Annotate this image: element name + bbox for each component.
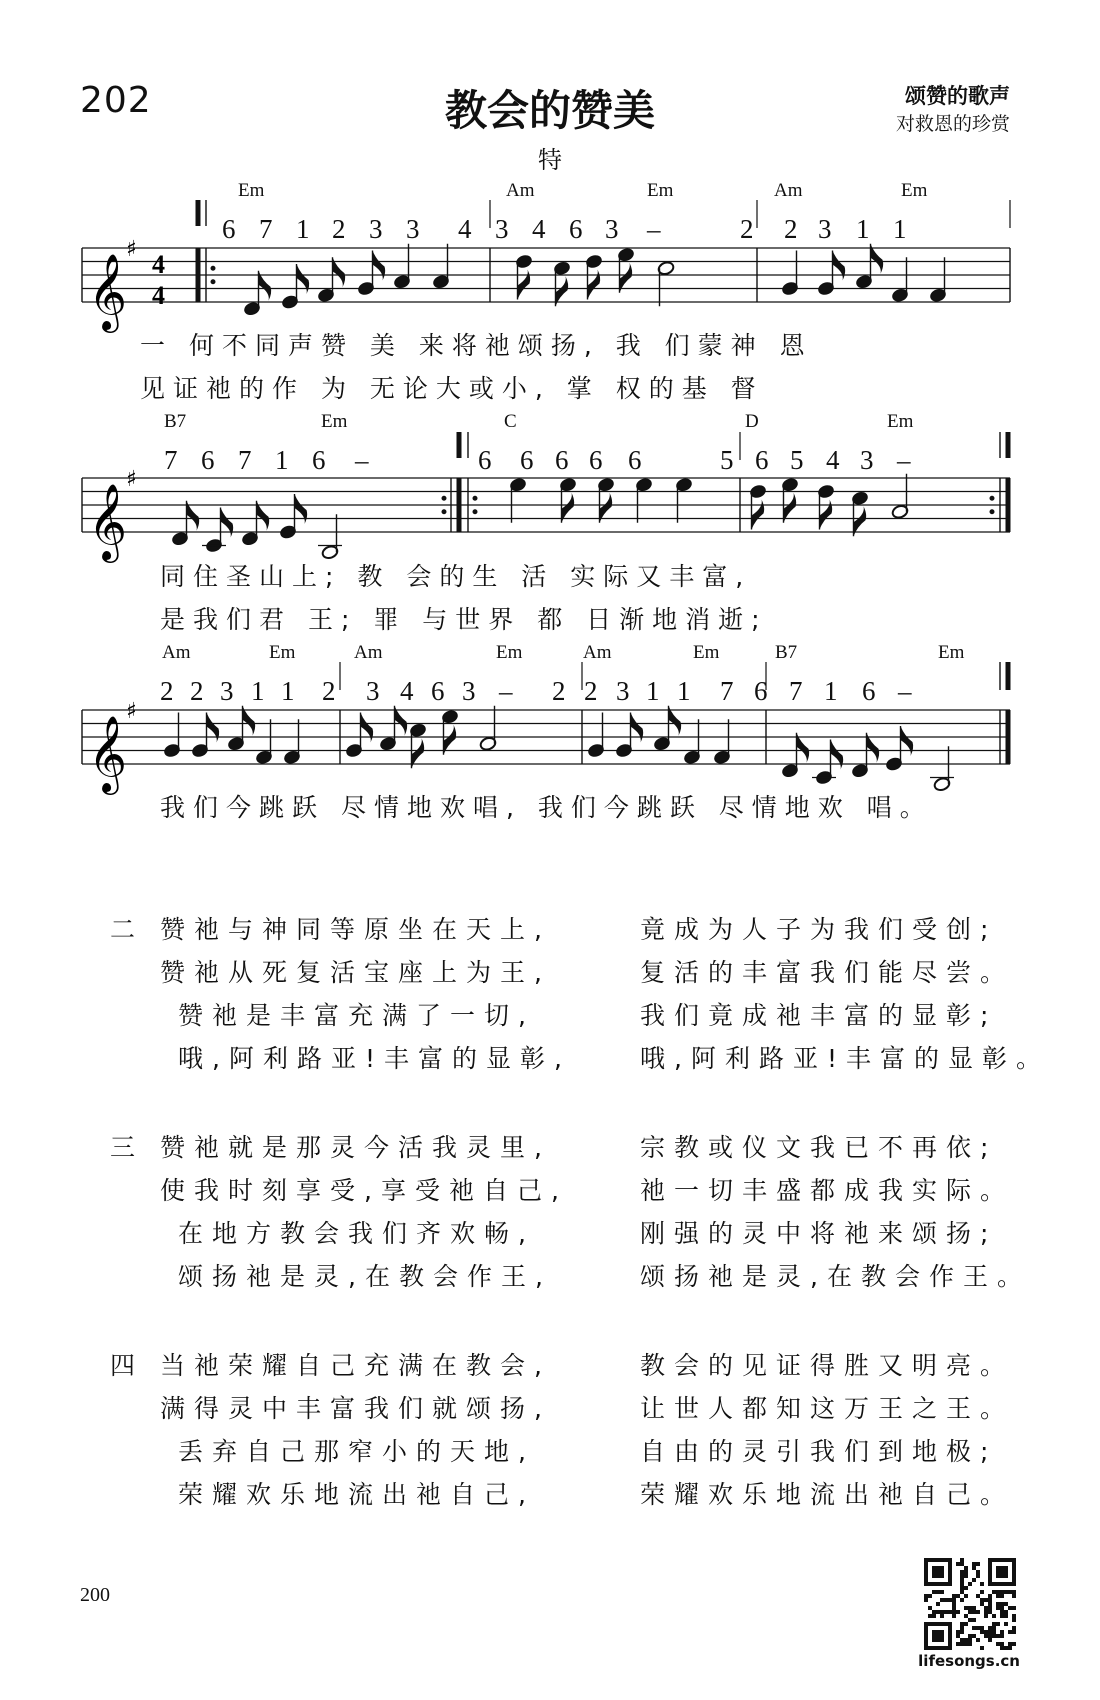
note-flag xyxy=(831,740,844,770)
qr-module xyxy=(952,1610,956,1614)
qr-module xyxy=(944,1598,948,1602)
qr-module xyxy=(948,1598,952,1602)
qr-module xyxy=(956,1630,960,1634)
qr-module xyxy=(960,1562,964,1566)
qr-module xyxy=(976,1610,980,1614)
qr-module xyxy=(992,1614,996,1618)
sharp-icon: ♯ xyxy=(126,237,137,262)
qr-module xyxy=(960,1626,964,1630)
jianpu-note: 6 xyxy=(555,445,569,475)
jianpu-note: 2 xyxy=(552,676,566,706)
qr-module xyxy=(976,1570,980,1574)
note-flag xyxy=(901,726,914,756)
jianpu-note: 6 xyxy=(201,445,215,475)
verse-number: 三 xyxy=(110,1133,145,1162)
jianpu-note: 4 xyxy=(400,676,414,706)
qr-module xyxy=(924,1598,928,1602)
qr-module xyxy=(984,1598,988,1602)
qr-module xyxy=(980,1626,984,1630)
sharp-icon: ♯ xyxy=(126,467,137,492)
chord-label: Am xyxy=(506,180,535,201)
qr-module xyxy=(984,1610,988,1614)
qr-module xyxy=(972,1610,976,1614)
chord-label: Em xyxy=(938,642,965,663)
chord-label: Em xyxy=(693,642,720,663)
qr-module xyxy=(964,1594,968,1598)
verse-line-left: 满得灵中丰富我们就颂扬, xyxy=(160,1394,551,1423)
qr-module xyxy=(1000,1646,1004,1650)
hymn-meter: 特 xyxy=(538,146,562,174)
qr-module xyxy=(980,1646,984,1650)
chord-label: Em xyxy=(901,180,928,201)
qr-module xyxy=(936,1602,940,1606)
qr-module xyxy=(932,1590,936,1594)
qr-module xyxy=(972,1566,976,1570)
chord-label: Am xyxy=(354,642,383,663)
jianpu-note: 1 xyxy=(646,676,660,706)
treble-clef-icon: 𝄞 xyxy=(88,715,128,792)
verse-line-left: 在地方教会我们齐欢畅, xyxy=(178,1219,535,1248)
qr-module xyxy=(956,1634,960,1638)
verse-line-left: 荣耀欢乐地流出祂自己, xyxy=(178,1480,535,1509)
qr-module xyxy=(996,1566,1008,1578)
jianpu-note: 1 xyxy=(824,676,838,706)
qr-module xyxy=(1008,1606,1012,1610)
qr-module xyxy=(960,1578,964,1582)
chord-label: B7 xyxy=(164,411,187,432)
jianpu-note: 2 xyxy=(332,214,346,244)
lyrics-system1-verse1: 一 何不同声赞 美 来将祂颂扬, 我 们蒙神 恩 xyxy=(140,331,813,360)
jianpu-note: 6 xyxy=(431,676,445,706)
qr-module xyxy=(968,1606,972,1610)
jianpu-note: 2 xyxy=(740,214,754,244)
jianpu-note: 7 xyxy=(789,676,803,706)
note-flag xyxy=(295,494,308,524)
jianpu-note: 1 xyxy=(251,676,265,706)
qr-module xyxy=(996,1622,1000,1626)
qr-module xyxy=(924,1594,928,1598)
jianpu-note: 2 xyxy=(584,676,598,706)
qr-module xyxy=(936,1610,940,1614)
verse-line-right: 祂一切丰盛都成我实际。 xyxy=(640,1176,1015,1205)
verse-line-left: 使我时刻享受,享受祂自己, xyxy=(160,1176,568,1205)
qr-module xyxy=(972,1562,976,1566)
jianpu-note: 6 xyxy=(478,445,492,475)
jianpu-note: 3 xyxy=(495,214,509,244)
repeat-dot xyxy=(473,509,478,514)
jianpu-note: 6 xyxy=(569,214,583,244)
qr-module xyxy=(988,1610,992,1614)
qr-module xyxy=(952,1602,956,1606)
qr-module xyxy=(992,1634,996,1638)
verse-line-right: 哦,阿利路亚!丰富的显彰。 xyxy=(640,1044,1050,1073)
jianpu-note: 5 xyxy=(790,445,804,475)
qr-module xyxy=(1008,1590,1012,1594)
qr-module xyxy=(944,1610,948,1614)
qr-module xyxy=(988,1602,992,1606)
qr-module xyxy=(936,1590,940,1594)
qr-module xyxy=(996,1606,1000,1610)
verse-line-right: 刚强的灵中将祂来颂扬; xyxy=(640,1219,998,1248)
verse-line-left: 赞祂是丰富充满了一切, xyxy=(178,1001,535,1030)
qr-module xyxy=(984,1630,988,1634)
qr-module xyxy=(960,1642,964,1646)
qr-module xyxy=(1000,1602,1004,1606)
note-flag xyxy=(373,251,386,281)
jianpu-note: – xyxy=(499,676,513,706)
qr-module xyxy=(980,1602,984,1606)
note-flag xyxy=(221,508,234,538)
qr-module xyxy=(960,1638,964,1642)
jianpu-note: 4 xyxy=(826,445,840,475)
qr-module xyxy=(928,1606,932,1610)
qr-module xyxy=(1000,1606,1004,1610)
jianpu-note: 6 xyxy=(312,445,326,475)
qr-module xyxy=(952,1594,956,1598)
note-flag xyxy=(820,500,833,530)
qr-module xyxy=(960,1630,964,1634)
qr-module xyxy=(972,1634,976,1638)
lyrics-system2-verse1: 同住圣山上; 教 会的生 活 实际又丰富, xyxy=(160,562,752,591)
qr-module xyxy=(1000,1630,1004,1634)
qr-module xyxy=(976,1562,980,1566)
qr-module xyxy=(1000,1634,1004,1638)
verse-line-right: 我们竟成祂丰富的显彰; xyxy=(640,1001,998,1030)
qr-module xyxy=(968,1582,972,1586)
qr-module xyxy=(988,1638,992,1642)
qr-module xyxy=(988,1626,992,1630)
jianpu-note: – xyxy=(647,214,661,244)
qr-module xyxy=(1012,1618,1016,1622)
treble-clef-icon: 𝄞 xyxy=(88,483,128,560)
verse-line-right: 复活的丰富我们能尽尝。 xyxy=(640,958,1015,987)
jianpu-note: – xyxy=(355,445,369,475)
qr-module xyxy=(996,1634,1000,1638)
qr-module xyxy=(960,1574,964,1578)
qr-module xyxy=(964,1614,968,1618)
repeat-dot xyxy=(211,279,216,284)
jianpu-note: 6 xyxy=(755,445,769,475)
qr-module xyxy=(968,1638,972,1642)
jianpu-note: 6 xyxy=(862,676,876,706)
qr-module xyxy=(932,1614,936,1618)
qr-module xyxy=(984,1606,988,1610)
qr-module xyxy=(960,1598,964,1602)
qr-module xyxy=(956,1594,960,1598)
jianpu-note: 1 xyxy=(296,214,310,244)
jianpu-note: 6 xyxy=(628,445,642,475)
page-number: 200 xyxy=(80,1584,110,1606)
chord-label: Am xyxy=(583,642,612,663)
verse-number: 二 xyxy=(110,915,145,944)
qr-module xyxy=(964,1638,968,1642)
qr-module xyxy=(1004,1610,1008,1614)
jianpu-note: 7 xyxy=(259,214,273,244)
qr-module xyxy=(976,1594,980,1598)
chord-label: Em xyxy=(269,642,296,663)
qr-module xyxy=(940,1598,944,1602)
jianpu-note: 3 xyxy=(406,214,420,244)
qr-module xyxy=(988,1630,992,1634)
jianpu-note: 2 xyxy=(160,676,174,706)
jianpu-note: – xyxy=(897,445,911,475)
verse-line-right: 教会的见证得胜又明亮。 xyxy=(640,1351,1015,1380)
jianpu-note: 3 xyxy=(462,676,476,706)
jianpu-note: 1 xyxy=(281,676,295,706)
chord-label: Em xyxy=(887,411,914,432)
jianpu-note: 6 xyxy=(222,214,236,244)
qr-module xyxy=(1012,1614,1016,1618)
qr-module xyxy=(960,1622,964,1626)
qr-module xyxy=(1000,1610,1004,1614)
jianpu-note: 7 xyxy=(720,676,734,706)
qr-module xyxy=(952,1606,956,1610)
note-flag xyxy=(297,264,310,294)
qr-module xyxy=(992,1590,996,1594)
qr-module xyxy=(964,1642,968,1646)
qr-module xyxy=(1012,1642,1016,1646)
note-flag xyxy=(588,270,601,300)
qr-module xyxy=(940,1590,944,1594)
qr-module xyxy=(996,1594,1000,1598)
time-signature-bottom: 4 xyxy=(152,281,165,310)
note-flag xyxy=(207,713,220,743)
jianpu-note: 5 xyxy=(720,445,734,475)
sharp-icon: ♯ xyxy=(126,699,137,724)
jianpu-note: 6 xyxy=(754,676,768,706)
chord-label: Em xyxy=(647,180,674,201)
qr-module xyxy=(976,1574,980,1578)
lyrics-system2-verse2: 是我们君 王; 罪 与世界 都 日渐地消逝; xyxy=(160,605,768,634)
jianpu-note: 2 xyxy=(190,676,204,706)
verse-line-right: 自由的灵引我们到地极; xyxy=(640,1437,998,1466)
jianpu-note: – xyxy=(898,676,912,706)
chord-label: D xyxy=(745,411,759,432)
repeat-dot xyxy=(473,496,478,501)
lyrics-system1-verse2: 见证祂的作 为 无论大或小, 掌 权的基 督 xyxy=(140,374,764,403)
jianpu-note: 1 xyxy=(677,676,691,706)
verse-line-left: 赞祂从死复活宝座上为王, xyxy=(160,958,551,987)
qr-module xyxy=(964,1586,968,1590)
qr-module xyxy=(976,1638,980,1642)
verse-number: 四 xyxy=(110,1351,145,1380)
hymn-number: 202 xyxy=(80,80,152,121)
qr-module xyxy=(1012,1626,1016,1630)
jianpu-note: 1 xyxy=(275,445,289,475)
qr-module xyxy=(960,1590,964,1594)
qr-module xyxy=(1008,1630,1012,1634)
qr-module xyxy=(972,1626,976,1630)
qr-module xyxy=(988,1594,992,1598)
qr-module xyxy=(928,1594,932,1598)
jianpu-note: 4 xyxy=(532,214,546,244)
qr-module xyxy=(1004,1646,1008,1650)
qr-module xyxy=(996,1602,1000,1606)
qr-module xyxy=(1004,1622,1008,1626)
chord-label: Em xyxy=(321,411,348,432)
verse-line-left: 哦,阿利路亚!丰富的显彰, xyxy=(178,1044,571,1073)
note-flag xyxy=(833,251,846,281)
chord-label: Em xyxy=(496,642,523,663)
qr-module xyxy=(928,1614,932,1618)
qr-module xyxy=(1012,1594,1016,1598)
qr-module xyxy=(1000,1642,1004,1646)
qr-module xyxy=(960,1558,964,1562)
qr-module xyxy=(996,1642,1000,1646)
jianpu-note: 3 xyxy=(369,214,383,244)
jianpu-note: 6 xyxy=(520,445,534,475)
qr-module xyxy=(988,1598,992,1602)
qr-module xyxy=(980,1630,984,1634)
qr-module xyxy=(1000,1594,1004,1598)
verse-line-right: 宗教或仪文我已不再依; xyxy=(640,1133,998,1162)
qr-module xyxy=(964,1566,968,1570)
qr-module xyxy=(952,1598,956,1602)
qr-module xyxy=(980,1582,984,1586)
qr-code-icon xyxy=(924,1558,1016,1650)
qr-module xyxy=(1000,1614,1004,1618)
repeat-dot xyxy=(990,496,995,501)
qr-module xyxy=(968,1642,972,1646)
qr-module xyxy=(1012,1606,1016,1610)
qr-module xyxy=(932,1630,944,1642)
time-signature-top: 4 xyxy=(152,250,165,279)
repeat-dot xyxy=(990,509,995,514)
qr-module xyxy=(972,1618,976,1622)
qr-module xyxy=(940,1614,944,1618)
jianpu-note: 3 xyxy=(818,214,832,244)
jianpu-note: 2 xyxy=(322,676,336,706)
repeat-dot xyxy=(442,509,447,514)
category-sub: 对救恩的珍赏 xyxy=(895,113,1010,135)
qr-module xyxy=(1000,1590,1004,1594)
website-label: lifesongs.cn xyxy=(918,1652,1020,1670)
chord-label: Am xyxy=(774,180,803,201)
qr-module xyxy=(964,1574,968,1578)
qr-module xyxy=(988,1634,992,1638)
qr-module xyxy=(976,1626,980,1630)
qr-module xyxy=(964,1570,968,1574)
qr-module xyxy=(1004,1590,1008,1594)
qr-module xyxy=(980,1598,984,1602)
qr-module xyxy=(952,1614,956,1618)
jianpu-note: 6 xyxy=(589,445,603,475)
verse-line-left: 当祂荣耀自己充满在教会, xyxy=(160,1351,551,1380)
jianpu-note: 3 xyxy=(220,676,234,706)
qr-module xyxy=(940,1610,944,1614)
chord-label: Am xyxy=(162,642,191,663)
note-flag xyxy=(752,500,765,530)
qr-module xyxy=(1008,1646,1012,1650)
category-main: 颂赞的歌声 xyxy=(905,84,1010,108)
qr-module xyxy=(960,1586,964,1590)
jianpu-note: 3 xyxy=(366,676,380,706)
qr-module xyxy=(980,1590,984,1594)
qr-module xyxy=(968,1634,972,1638)
qr-module xyxy=(960,1570,964,1574)
qr-module xyxy=(1008,1642,1012,1646)
jianpu-note: 3 xyxy=(860,445,874,475)
note-flag xyxy=(361,713,374,743)
hymn-title: 教会的赞美 xyxy=(444,86,655,135)
verse-line-left: 赞祂就是那灵今活我灵里, xyxy=(160,1133,551,1162)
qr-module xyxy=(1004,1602,1008,1606)
qr-module xyxy=(1012,1590,1016,1594)
qr-module xyxy=(1012,1630,1016,1634)
repeat-dot xyxy=(211,266,216,271)
qr-module xyxy=(984,1614,988,1618)
treble-clef-icon: 𝄞 xyxy=(88,253,128,330)
verse-line-right: 颂扬祂是灵,在教会作王。 xyxy=(640,1262,1031,1291)
verse-line-right: 竟成为人子为我们受创; xyxy=(640,915,998,944)
qr-module xyxy=(972,1578,976,1582)
qr-module xyxy=(1004,1614,1008,1618)
chord-label: B7 xyxy=(775,642,798,663)
verse-line-left: 颂扬祂是灵,在教会作王, xyxy=(178,1262,552,1291)
jianpu-note: 1 xyxy=(856,214,870,244)
chord-label: Em xyxy=(238,180,265,201)
verse-line-right: 荣耀欢乐地流出祂自己。 xyxy=(640,1480,1015,1509)
qr-module xyxy=(968,1610,972,1614)
qr-module xyxy=(932,1610,936,1614)
qr-module xyxy=(972,1606,976,1610)
jianpu-note: 4 xyxy=(458,214,472,244)
chord-label: C xyxy=(504,411,517,432)
qr-module xyxy=(956,1642,960,1646)
qr-module xyxy=(932,1566,944,1578)
jianpu-note: 7 xyxy=(164,445,178,475)
jianpu-note: 3 xyxy=(605,214,619,244)
jianpu-note: 1 xyxy=(893,214,907,244)
qr-module xyxy=(960,1582,964,1586)
qr-module xyxy=(948,1610,952,1614)
qr-module xyxy=(956,1610,960,1614)
verse-line-left: 丢弃自己那窄小的天地, xyxy=(178,1437,535,1466)
verse-line-right: 让世人都知这万王之王。 xyxy=(640,1394,1015,1423)
qr-module xyxy=(964,1606,968,1610)
qr-module xyxy=(956,1562,960,1566)
qr-module xyxy=(992,1630,996,1634)
qr-module xyxy=(996,1590,1000,1594)
lyrics-system3: 我们今跳跃 尽情地欢唱, 我们今跳跃 尽情地欢 唱。 xyxy=(160,793,933,822)
jianpu-note: 3 xyxy=(616,676,630,706)
qr-module xyxy=(988,1606,992,1610)
repeat-dot xyxy=(442,496,447,501)
jianpu-note: 2 xyxy=(784,214,798,244)
qr-module xyxy=(968,1618,972,1622)
note-flag xyxy=(631,713,644,743)
qr-module xyxy=(992,1626,996,1630)
qr-module xyxy=(984,1634,988,1638)
note-flag xyxy=(518,270,531,300)
verse-line-left: 赞祂与神同等原坐在天上, xyxy=(160,915,551,944)
qr-module xyxy=(992,1622,996,1626)
qr-module xyxy=(964,1622,968,1626)
jianpu-note: 7 xyxy=(238,445,252,475)
